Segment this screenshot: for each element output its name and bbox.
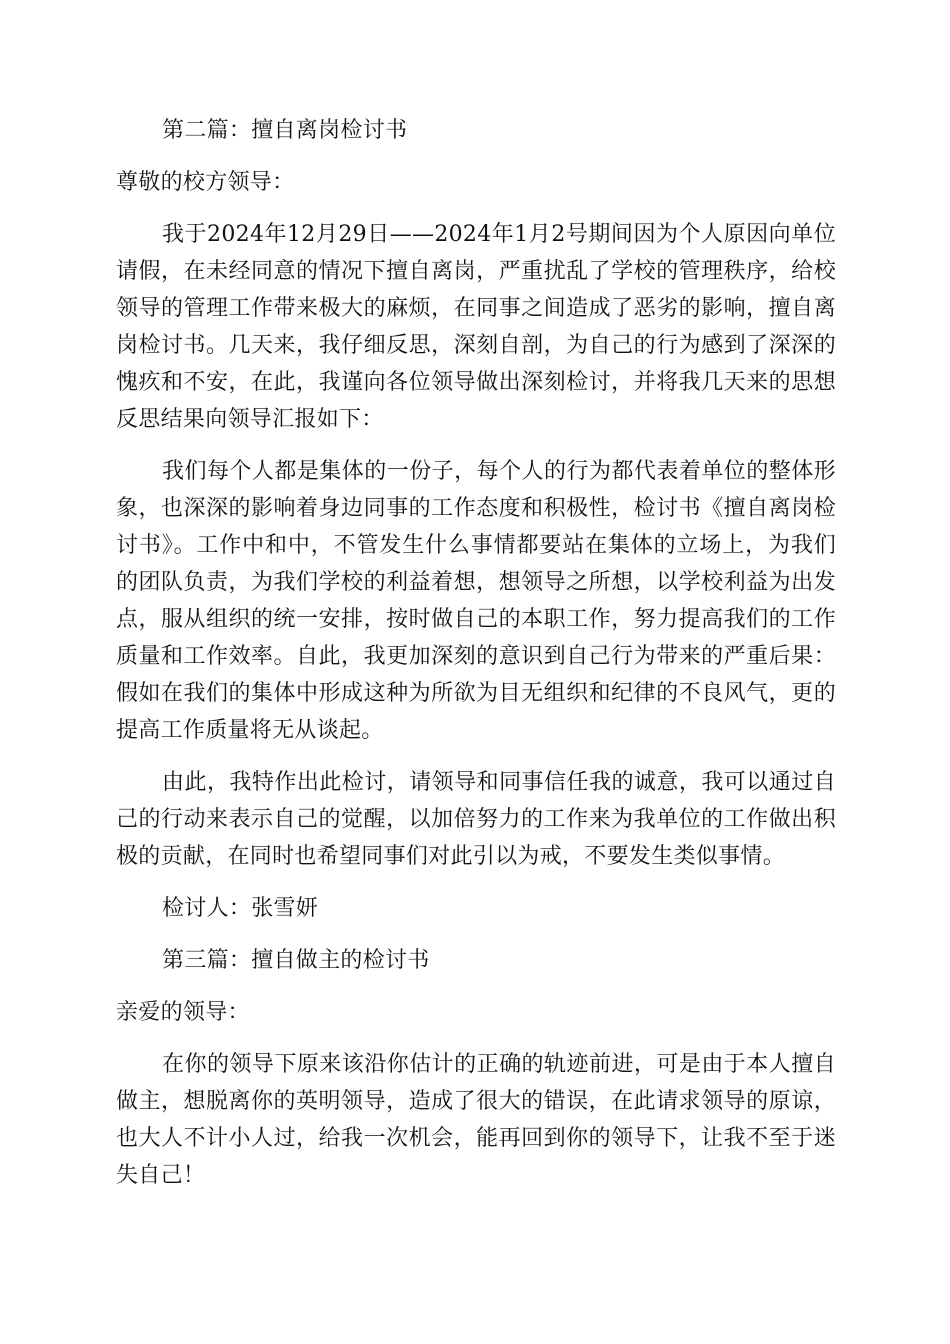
section-2-paragraph-2: 我们每个人都是集体的一份子，每个人的行为都代表着单位的整体形象，也深深的影响着身边同事的工作态度和积极性，检讨书《擅自离岗检讨书》。工作中和中，不管发生什么事情都要站在集体的立场上，为我们的团队负责，为我们学校的利益着想，想领导之所想，以学校利益为出发点，服从组织的统一安排，按时做自己的本职工作，努力提高我们的工作质量和工作效率。自此，我更加深刻的意识到自己行为带来的严重后果：假如在我们的集体中形成这种为所欲为目无组织和纪律的不良风气，更的提高工作质量将无从谈起。 xyxy=(116,459,836,743)
section-2-title: 第二篇：擅自离岗检讨书 xyxy=(162,118,408,143)
section-2-paragraph-1: 我于2024年12月29日——2024年1月2号期间因为个人原因向单位请假，在未经同意的情况下擅自离岗，严重扰乱了学校的管理秩序，给校领导的管理工作带来极大的麻烦，在同事之间造成了恶劣的影响，擅自离岗检讨书。几天来，我仔细反思，深刻自剖，为自己的行为感到了深深的愧疚和不安，在此，我谨向各位领导做出深刻检讨，并将我几天来的思想反思结果向领导汇报如下： xyxy=(116,222,836,432)
section-2-salutation: 尊敬的校方领导： xyxy=(116,170,295,195)
section-2-paragraph-3: 由此，我特作出此检讨，请领导和同事信任我的诚意，我可以通过自己的行动来表示自己的觉醒，以加倍努力的工作来为我单位的工作做出积极的贡献，在同时也希望同事们对此引以为戒，不要发生类似事情。 xyxy=(116,770,836,869)
section-3-paragraph-1: 在你的领导下原来该沿你估计的正确的轨迹前进，可是由于本人擅自做主，想脱离你的英明领导，造成了很大的错误，在此请求领导的原谅，也大人不计小人过，给我一次机会，能再回到你的领导下，让我不至于迷失自己！ xyxy=(116,1052,836,1188)
section-2-signature: 检讨人：张雪妍 xyxy=(162,896,319,921)
section-3-salutation: 亲爱的领导： xyxy=(116,1000,250,1025)
section-3-title: 第三篇：擅自做主的检讨书 xyxy=(162,948,430,973)
document-body xyxy=(116,112,836,1209)
